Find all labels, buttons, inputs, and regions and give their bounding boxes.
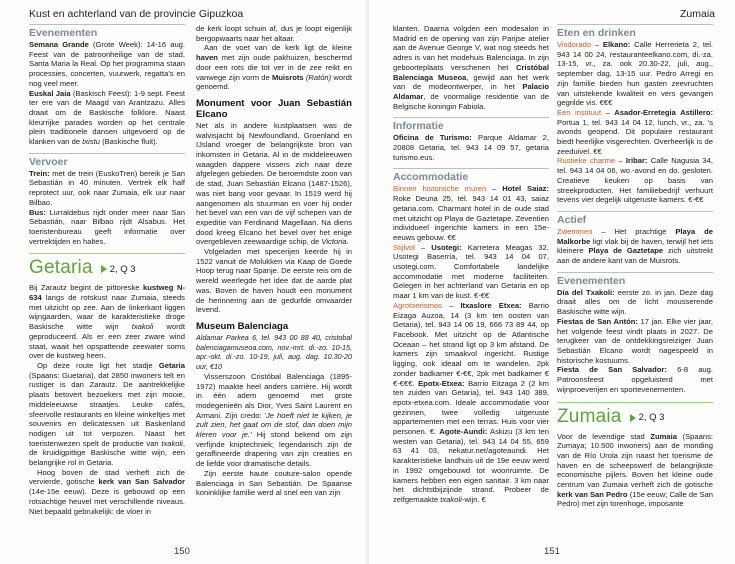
bold-term: Palacio Aldamar (393, 82, 549, 101)
body-paragraph (29, 468, 185, 517)
body-text: Visserszoon Cristóbal Balenciaga (1895-1972) maakte heel anders carrière. Hij wordt in één adem genoemd met grote modegenieën als Dior, Yves Saint Laurent en Armani. Zijn credo: (196, 371, 352, 420)
entry-text: Askizu (3 km ten westen van Getaria), tel. 943 14 04 55, 659 63 41 03, nekatur.net/agoteaundi. Het karakteristieke landhuis uit de 19e eeuw werd in 1992 omgebouwd tot woonruimte. De kamers hebben een eigen sanitair. 3 km naar het dichtstbijzijnde strand. Probeer de zelfgemaakte (393, 427, 549, 504)
body-text: (Spaans: Guetaria), dat 2850 inwoners telt en rustiger is dan Zarautz. De aantrekkelijke plaats betovert bezoekers met zijn mooie, middeleeuwse straatjes. Leuke cafés, sfeervolle restaurants en kleine winkeltjes met souvenirs en delicatessen uit Baskenland nodigen uit tot verpozen. Naast het toeristenwezen spelt de productie van (29, 370, 185, 448)
section-heading-accommodatie: Accommodatie (393, 168, 549, 183)
entry-text: Calle Herrerieta 2, tel. 943 14 00 24, restauranteelkano.com, di.-za. 13-15, vr., za. ook 20.30-22, juli, aug., september dag. 13-15 uur. Pedro Arregi en zijn familie bieden hun gasten zeevruchten van uitstekende kwaliteit en vers gevangen gegrilde vis. €€€ (557, 40, 713, 108)
running-head-left: Kust en achterland van de provincie Gipuzkoa (29, 8, 244, 20)
term-italic: (Ratón) (305, 72, 332, 82)
entry-text: zich uitstrekt aan de andere kant van de Muisrots. (557, 246, 713, 266)
body-text: Net als in andere kustplaatsen was de walvisjacht bij Newfoundland, Groenland en IJsland vroeger de belangrijkste bron van inkomsten in Getaria. Al in de middeleeuwen waagden dappere vissers zich naar deze afgelegen gebieden. De beroemdste zoon van de stad, Juan Sebastián Elcano (1487-1526), was niet bang voor gevaar. In 1519 werd hij aangenomen als stuurman en voer hij onder het bevel van een van de vijf schepen van de expeditie van Ferdinand Magellaan. Na diens dood kreeg Elcano het bevel over het enige overgebleven zeewaardige schip, de (196, 120, 352, 247)
section-heading-informatie: Informatie (393, 117, 549, 132)
entry-text: 6-8 aug. Patroonsfeest opgeluisterd met wijnproeverijen en sportevenementen. (557, 365, 713, 394)
entry-name: Epotx-Etxea: (418, 378, 465, 388)
event-entry (557, 317, 713, 366)
restaurant-entry: Een instituut – Asador-Erretegia Astillero: Portua 1, tel. 943 14 04 12, lunch, vr., za. 's avonds geopend. Dit populaire restaurant biedt heerlijke visgerechten. Overheerlijk is de zeeduivel. €€ (557, 107, 713, 156)
column-2 (196, 24, 352, 548)
bold-term: kerk van San Pedro (557, 489, 628, 499)
entry-tag: Een instituut (557, 107, 602, 117)
body-paragraph: Net als in andere kustplaatsen was de walvisjacht bij Newfoundland, Groenland en IJsland vroeger de belangrijkste bron van inkomsten in Getaria. Al in de middeleeuwen waagden dappere vissers zich naar deze afgelegen gebieden. De beroemdste zoon van de stad, Juan Sebastián Elcano (1487-1526), was niet bang voor gevaar. In 1519 werd hij aangenomen als stuurman en voer hij onder het bevel van een van de vijf schepen van de expeditie van Ferdinand Magellaan. Na diens dood kreeg Elcano het bevel over het enige overgebleven zeewaardige schip, de Victoria. (196, 120, 352, 247)
body-paragraph: Volgeladen met specerijen keerde hij in 1522 vanuit de Molukken via Kaap de Goede Hoop terug naar Spanje. De eerste reis om de wereld weerlegde het idee dat de aarde plat was. Boven de haven houdt een monument de herinnering aan de gedurfde omvaarder levend. (196, 247, 352, 315)
entry-tag: Stijlvol (393, 242, 415, 252)
entry-name: Itxaslore Etxea: (460, 300, 522, 310)
page-number-left: 150 (174, 546, 190, 557)
body-text: (Spaans: Zumaya; 10.500 inwoners) aan de monding van de Río Urola zijn naast het toerisme de haven en de scheepswerf de belangrijkste economische pijlers. Boven het kleine oude centrum van Zumaia verheft zich de gotische (557, 431, 713, 490)
entry-name: Fiesta de San Salvador: (557, 365, 667, 375)
entry-tag: Zwemmen (557, 226, 593, 236)
term-italic: txakoli (131, 322, 154, 332)
body-text: Aan de voet van de kerk ligt de kleine (204, 43, 352, 53)
entry-text: Karretera Meagas 32, Usotegi Baserria, tel. 943 14 04 07, usotegi.com. Comfortabele landelijke accommodatie met moderne faciliteiten. Gelegen in het achterland van Getaria en op maar 1 km van de kust. €-€€ (393, 242, 549, 301)
info-entry (393, 133, 549, 162)
entry-tag: Agrotoerismos (393, 300, 442, 310)
body-text: Bij Zarautz begint de pittoreske (29, 283, 140, 293)
accommodation-entry: Agrotoerismos – Itxaslore Etxea: Barrio Eizaga Auzoa, 14 (3 km ten oosten van Getaria), tel. 943 14 06 19, 666 73 89 44, op Facebook. Met uitzicht op de Atlantische Oceaan – het strand ligt op 3 km afstand. De kamers zijn smaakvol ingericht. Rustige ligging, ook ideaal om te wandelen. 2pk zonder badkamer €-€€, 2pk met badkamer €€-€€€. Epotx-Etxea: Barrio Eitzaga 2 (2 km ten zuiden van Getaria), tel. 943 140 389, epotx-etxea.com. Ideale accommodatie voor gezinnen, twee volledig uitgeruste appartementen met een terras. Huis voor vier personen. €. Agote-Aundi: Askizu (3 km ten westen van Getaria), tel. 943 14 04 55, 659 63 41 03, nekatur.net/agoteaundi. Het karakteristieke landhuis uit de 19e eeuw werd in 1992 omgebouwd tot woonruimte. De kamers hebben een eigen sanitair. 3 km naar het dichtstbijzijnde strand. Probeer de zelfgemaakte txakoli-wijn. € (393, 300, 549, 504)
entry-text: Calle Nagusia 34, tel. 943 14 04 06, wo.-avond en do. gesloten. Creatieve keuken op basis van streekproducten. Het familiebedrijf verhuurt tevens vier degelijk uitgeruste kamers. €-€€ (557, 156, 713, 205)
entry-name: Asador-Erretegia Astillero: (614, 107, 713, 117)
map-reference (101, 265, 136, 275)
entry-text: Barrio Eitzaga 2 (2 km ten zuiden van Getaria), tel. 943 140 389, epotx-etxea.com. Ideale accommodatie voor gezinnen, twee volledig uitgeruste appartementen met een terras. Huis voor vier personen. €. (393, 378, 549, 437)
entry-name: Usotegi: (431, 242, 462, 252)
museum-practical-info: Aldamar Parkea 6, tel. 943 00 88 40, cristobal balenciagamuseoa.com, nov.-mrt. di.-zo. 10-15, apr.-okt. di.-zo. 10-19, juli, aug. dag. 10.30-20 uur, €10 (196, 332, 352, 372)
event-text: (Grote Week): 14-16 aug. Feest van de patroonheilige van de stad, Santa Maria la Real. Op het programma staan processies, concerten, vuurwerk, regatta's en nog veel meer. (29, 40, 185, 88)
activity-entry (557, 227, 713, 266)
body-text: klanten. Daarna volgden een modesalon in Madrid en de opening van zijn Parijse atelier aan de Avenue George V, wat nog steeds het adres is van het modehuis Balenciaga. In zijn geboorteplaats verschenen het (393, 24, 549, 72)
event-text: (Baskische fluit). (102, 137, 158, 147)
section-heading-vervoer: Vervoer (29, 153, 185, 168)
body-paragraph: de kerk loopt schuin af, dus je loopt eigenlijk bergopwaarts naar het altaar. (196, 24, 352, 43)
entry-name: Hotel Saiaz: (502, 184, 549, 194)
event-name: Semana Grande (29, 40, 89, 49)
bold-term: Zumaia (650, 431, 677, 441)
transport-label: Trein: (29, 168, 50, 178)
bold-term: kustweg N-634 (29, 283, 185, 303)
subheading-monument: Monument voor Juan Sebastián Elcano (196, 97, 352, 120)
column-1 (29, 24, 185, 548)
entry-name: Elkano: (602, 40, 631, 49)
event-entry (557, 365, 713, 394)
section-heading-eten-drinken: Eten en drinken (557, 24, 713, 39)
section-heading-evenementen-getaria: Evenementen (557, 272, 713, 287)
entry-name: Playa de Gaztetape (588, 246, 664, 256)
body-text: , gewijd aan het werk van de modeontwerper, in het (393, 72, 549, 92)
column-3 (393, 24, 549, 548)
subheading-museum: Museum Balenciaga (196, 320, 289, 332)
left-page (0, 0, 367, 564)
page-number-right: 151 (544, 546, 560, 557)
entry-text: 17 jan. Elke vier jaar, het volgende feest vindt plaats in 2027. De terugkeer van de ontdekkingsreiziger Juan Sebastián Elcano wordt nagespeeld in historische kostuums. (557, 316, 713, 365)
restaurant-entry: Visdorado – Elkano: Calle Herrerieta 2, tel. 943 14 00 24, restauranteelkano.com, di.-za. 13-15, vr., za. ook 20.30-22, juli, aug., september dag. 13-15 uur. Pedro Arregi en zijn familie bieden hun gasten zeevruchten van uitstekende kwaliteit en vers gevangen gegrilde vis. €€€ (557, 40, 713, 108)
entry-text: Roke Deuna 25, tel. 943 14 01 43, saiaz getaria.com. Charmant hotel in de oude stad met uitzicht op Playa de Gaztetape. Zeventien individueel ingerichte kamers in een 15e-eeuws gebouw. €€ (393, 194, 549, 242)
entry-text: Parque Aldamar 2, 20808 Getaria, tel. 943 14 09 57, getaria turismo.eus. (393, 133, 549, 162)
body-text: , de voormalige residentie van de Belgische koningin Fabiola. (393, 91, 549, 111)
bold-term: Getaria (158, 360, 185, 370)
quote-italic: 'Je hoeft niet te kijken, je zult zien, het gaat om de stof, dan doen mijn kleren voor je.' (196, 410, 352, 440)
entry-text: – Het prachtige (601, 226, 667, 236)
section-heading-actief: Actief (557, 211, 713, 226)
body-paragraph (557, 432, 713, 510)
event-euskal-jaia (29, 89, 185, 147)
term-italic: txistu (82, 137, 100, 147)
body-text: (14e-15e eeuw). Deze is gebouwd op een rotsachtige heuvel met verschillende niveaus. Niet bepaald gebruikelijk: de vloer in (29, 487, 185, 516)
chapter-heading-zumaia (557, 402, 713, 427)
body-paragraph (393, 24, 549, 111)
restaurant-entry: Rustieke charme – Iribar: Calle Nagusia 34, tel. 943 14 04 06, wo.-avond en do. gesloten. Creatieve keuken op basis van streekproducten. Het familiebedrijf verhuurt tevens vier degelijk uitgeruste kamers. €-€€ (557, 156, 713, 205)
chapter-title: Getaria (29, 257, 93, 279)
body-text: (15e eeuw; Calle de San Pedro) met zijn torenhoge, imposante (557, 489, 713, 509)
entry-text: Barrio Eizaga Auzoa, 14 (3 km ten oosten van Getaria), tel. 943 14 06 19, 666 73 89 44, op Facebook. Met uitzicht op de Atlantische Oceaan – het strand ligt op 3 km afstand. De kamers zijn smaakvol ingericht. Rustige ligging, ook ideaal om te wandelen. 2pk zonder badkamer €-€€, 2pk met badkamer €€-€€€. (393, 300, 549, 388)
bold-term: kerk van San Salvador (98, 477, 185, 487)
body-text: langs de rotskust naar Zumaia, steeds met uitzicht op zee. Aan de linkerkant liggen wijngaarden, waar de karakteristieke droge Baskische witte wijn (29, 293, 185, 332)
right-page (368, 0, 735, 564)
entry-tag: Rustieke charme (557, 156, 616, 166)
bold-term: Muisrots (271, 72, 304, 82)
bold-term: Cristóbal Balenciaga Museoa (393, 62, 549, 82)
body-text: met zijn oude pakhuizen, beschermd door een rots die tot ver in de zee reikt en vanwege zijn vorm de (196, 53, 352, 82)
body-text: wordt genoemd. (196, 72, 352, 92)
chapter-heading-getaria (29, 253, 185, 278)
body-text: Op deze route ligt het stadje (37, 360, 153, 370)
map-reference-arrow-icon (630, 414, 636, 422)
accommodation-entry: Binnen historische muren – Hotel Saiaz: Roke Deuna 25, tel. 943 14 01 43, saiaz getaria.com. Charmant hotel in de oude stad met uitzicht op Playa de Gaztetape. Zeventien individueel ingerichte kamers in een 15e-eeuws gebouw. €€ (393, 184, 549, 242)
transport-bus (29, 208, 185, 247)
body-paragraph: Zijn eerste haute couture-salon opende Balenciaga in San Sebastián. De Spaanse koninklijke familie werd al snel een van zijn (196, 468, 352, 498)
entry-name: Fiestas de San Antón: (557, 316, 638, 326)
column-4 (557, 24, 713, 548)
map-reference (630, 413, 665, 423)
running-head-right: Zumaia (679, 8, 715, 20)
transport-text: met de trein (EuskoTren) bereik je San Sebastián in 40 minuten. Vertrek elk half reprotect uur, ook naar Zumaia, elk uur naar Bilbao. (29, 168, 185, 207)
transport-label: Bus: (29, 207, 46, 217)
body-text: , de kruidigpittige Baskische witte wijn, een belangrijke rol in Getaria. (29, 438, 185, 468)
term-italic: txakoli (161, 438, 183, 448)
event-text: (Baskisch Feest): 1-9 sept. Feest ter ere van de Maagd van Arantzazu. Alles draait om de Baskische folklore. Naast kleurrijke parades worden op het centrale plein traditionele dansen uitgevoerd op de klanken van de (29, 88, 185, 147)
map-reference-arrow-icon (101, 265, 107, 273)
transport-train (29, 169, 185, 208)
body-text: Hoog boven de stad verheft zich de vervierde, gotische (29, 467, 185, 487)
event-name: Euskal Jaia (29, 88, 71, 98)
entry-name: Iribar: (625, 156, 648, 166)
entry-tag: Visdorado (557, 40, 592, 49)
entry-text: -wijn. € (461, 494, 486, 504)
entry-text: eerste zo. in jan. Deze dag draait alles om de licht mousserende Baskische witte wijn. (557, 287, 713, 317)
body-paragraph (29, 361, 185, 468)
body-text: wordt geproduceerd. Als er een zeer zware wind staat, waait het opspattende zeewater soms over de kustweg heen. (29, 322, 185, 361)
transport-text: Lurraldebus rijdt onder meer naar San Sebastián, naar Bilbao rijdt Alsabus. Het toeristenbureau geeft informatie over vertrektijden en haltes. (29, 207, 185, 246)
entry-name: Playa de Malkorbe (557, 226, 713, 246)
map-reference-text: 2, Q 3 (638, 411, 665, 423)
entry-text: Portua 1, tel. 943 14 04 12, lunch, vr., za. 's avonds geopend. Dit populaire restaurant biedt heerlijke visgerechten. Overheerlijk is de zeeduivel. €€ (557, 117, 713, 156)
body-paragraph (196, 43, 352, 92)
section-heading-evenementen: Evenementen (29, 24, 185, 39)
map-reference-text: 2, Q 3 (109, 263, 136, 275)
entry-name: Día del Txakoli: (557, 287, 615, 297)
bold-term: haven (196, 53, 218, 63)
entry-name: Oficina de Turismo: (393, 133, 472, 143)
body-paragraph (196, 372, 352, 469)
body-paragraph (29, 283, 185, 361)
term-italic: Victoria (321, 237, 347, 247)
entry-text: ligt vlak bij de haven, terwijl het iets kleinere (557, 236, 713, 256)
entry-tag: Binnen historische muren (393, 184, 487, 194)
event-semana-grande (29, 40, 185, 89)
body-text: Voor de levendige stad (557, 431, 645, 441)
chapter-title: Zumaia (557, 405, 622, 427)
event-entry (557, 288, 713, 317)
accommodation-entry: Stijlvol – Usotegi: Karretera Meagas 32, Usotegi Baserria, tel. 943 14 04 07, usotegi.com. Comfortabele landelijke accommodatie met moderne faciliteiten. Gelegen in het achterland van Getaria en op maar 1 km van de kust. €-€€ (393, 242, 549, 301)
body-text: Hij stond bekend om zijn verfijnde kniptechniek; legendarisch zijn de geraffineerde drapering van zijn creaties en de liefde voor dramatische details. (196, 430, 352, 469)
entry-name: Agote-Aundi: (439, 427, 488, 437)
term-italic: txakoli (440, 494, 462, 504)
